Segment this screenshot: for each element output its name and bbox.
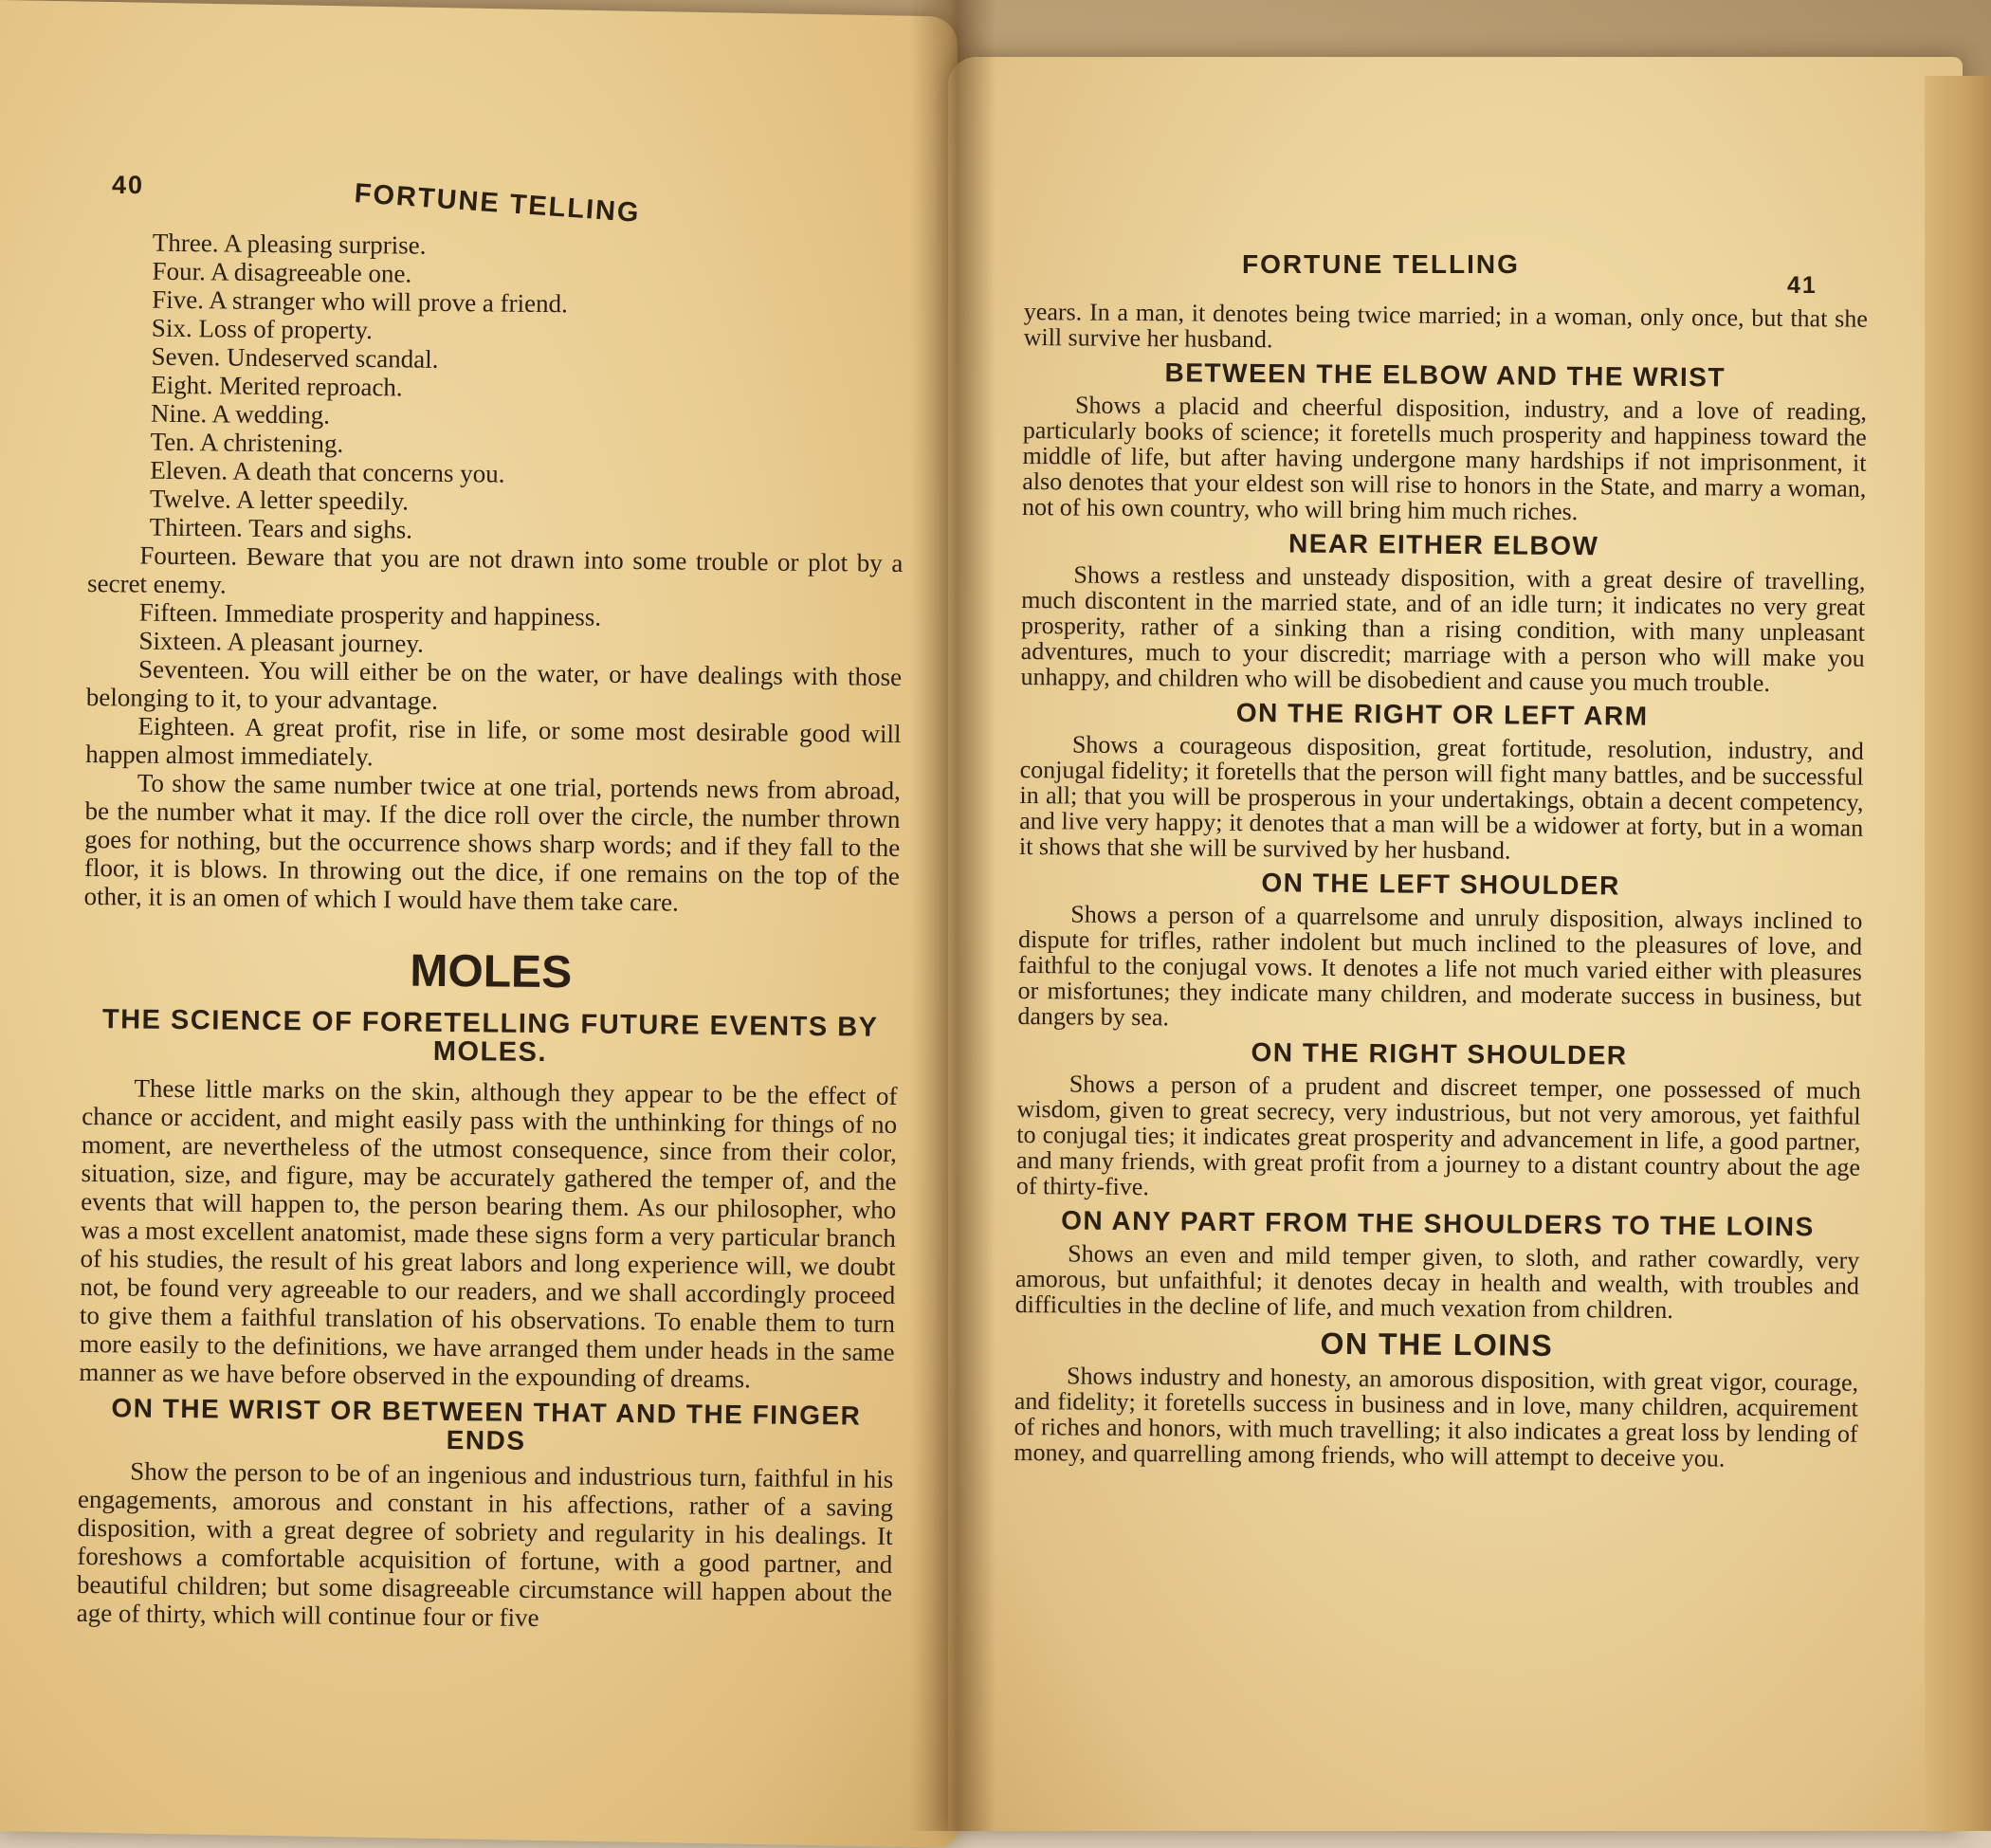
section-heading: ON THE RIGHT SHOULDER <box>1251 1037 1628 1070</box>
list-item: Three. A pleasing surprise. <box>152 228 427 260</box>
section-text: Shows a person of a prudent and discreet temper, one possessed of much wisdom, given to great secrecy, very industrious, but not very amorous, yet faithful to conjugal ties; it indicates great prosperity and advancement in life, a good partner, and many friends, with great profit from a journey to a distant country about the age of thirty-five. <box>1015 1070 1861 1201</box>
dice-list <box>83 228 905 919</box>
continuation-text: years. In a man, it denotes being twice married; in a woman, only once, but that she will survive her husband. <box>1023 298 1868 354</box>
list-item: Four. A disagreeable one. <box>152 256 412 288</box>
left-page-text <box>77 228 906 1636</box>
list-item-seventeen: Seventeen. You will either be on the water, or have dealings with those belonging to it, to your advantage. <box>85 654 903 715</box>
section-text: Shows a restless and unsteady disposition, with a great desire of travelling, much discontent in the married state, and of an idle turn; it indicates no very great prosperity, rather of a sinking than a rising condition, with many unpleasant adventures, much to your discredit; marriage with a person who will make you unhappy, and children who will be disobedient and cause you much trouble. <box>1020 560 1866 697</box>
moles-subtitle: THE SCIENCE OF FORETELLING FUTURE EVENTS BY MOLES. <box>101 1004 879 1069</box>
section-text: Shows a courageous disposition, great fortitude, resolution, industry, and conjugal fidelity; it foretells that the person will fight many battles, and be successful in all; that you will be prosperous in your undertakings, obtain a decent competency, and live very happy; it denotes that a man will be a widower at forty, but in a woman it shows that she will be survived by her husband. <box>1018 730 1864 865</box>
section-text: Shows a placid and cheerful disposition, industry, and a love of reading, particularly books of science; it foretells much prosperity and happiness toward the middle of life, but after having undergone many hardships if not imprisonment, it also denotes that your eldest son will rise to honors in the State, and marry a woman, not of his own country, who will bring him much riches. <box>1021 391 1868 526</box>
list-item: Ten. A christening. <box>150 427 344 458</box>
book-gutter <box>910 0 996 1831</box>
right-running-head: FORTUNE TELLING <box>1242 249 1520 279</box>
list-item: Seven. Undeserved scandal. <box>151 341 439 374</box>
section-text: Shows industry and honesty, an amorous disposition, with great vigor, courage, and fidelity; it foretells success in business and in love, many children, acquirement of riches and honors, with much travelling; it also indicates a great loss by lending of money, and quarrelling among friends, who will attempt to deceive you. <box>1014 1362 1859 1473</box>
list-item: Five. A stranger who will prove a friend. <box>152 284 569 319</box>
dice-paragraph: To show the same number twice at one trial, portends news from abroad, be the number what it may. If the dice roll over the circle, the number thrown goes for nothing, but the occurrence shows sharp words; and if they fall to the floor, it is blows. In throwing out the dice, if one remains on the top of the other, it is an omen of which I would have them take care. <box>83 768 901 917</box>
list-item: Thirteen. Tears and sighs. <box>149 512 413 544</box>
left-running-head: FORTUNE TELLING <box>353 178 642 229</box>
section-heading: BETWEEN THE ELBOW AND THE WRIST <box>1164 357 1726 393</box>
section-text: Shows an even and mild temper given, to sloth, and rather cowardly, very amorous, but unfaithful; it denotes decay in health and wealth, with troubles and difficulties in the decline of life, and much vexation from children. <box>1014 1239 1860 1325</box>
list-item-fifteen: Fifteen. Immediate prosperity and happiness. <box>138 597 602 631</box>
wrist-heading: ON THE WRIST OR BETWEEN THAT AND THE FINGER ENDS <box>111 1393 862 1455</box>
list-item: Six. Loss of property. <box>151 313 374 345</box>
moles-title: MOLES <box>410 945 573 998</box>
section-heading: ON ANY PART FROM THE SHOULDERS TO THE LOINS <box>1061 1205 1815 1242</box>
section-text: Shows a person of a quarrelsome and unruly disposition, always inclined to dispute for trifles, rather indolent but much inclined to the pleasures of love, and faithful to the conjugal vows. It denotes a life not much varied either with pleasures or misfortunes; they indicate many children, and moderate success in business, but dangers by sea. <box>1017 900 1863 1032</box>
list-item: Nine. A wedding. <box>150 398 331 430</box>
list-item-fourteen: Fourteen. Beware that you are not drawn into some trouble or plot by a secret enemy. <box>86 540 904 599</box>
section-heading: ON THE LOINS <box>1320 1326 1554 1363</box>
list-item: Twelve. A letter speedily. <box>149 484 410 516</box>
section-heading: ON THE RIGHT OR LEFT ARM <box>1235 697 1649 731</box>
list-item: Eleven. A death that concerns you. <box>150 455 505 488</box>
list-item-sixteen: Sixteen. A pleasant journey. <box>138 626 425 658</box>
wrist-text: Show the person to be of an ingenious and industrious turn, faithful in his engagements, amorous and constant in his affections, rather of a saving disposition, with a great degree of sobriety and regularity in his dealings. It foreshows a comfortable acquisition of fortune, with a good partner, and beautiful children; but some disagreeable circumstance will happen about the age of thirty, which will continue four or five <box>76 1456 894 1633</box>
right-page-text <box>1014 299 1868 1473</box>
list-item: Eight. Merited reproach. <box>151 370 403 402</box>
left-page-number: 40 <box>112 171 145 199</box>
section-heading: NEAR EITHER ELBOW <box>1288 528 1599 561</box>
page-edges <box>1925 76 1991 1831</box>
section-heading: ON THE LEFT SHOULDER <box>1261 868 1620 901</box>
list-item-eighteen: Eighteen. A great profit, rise in life, or some most desirable good will happen almost immediately. <box>85 711 902 772</box>
right-page-number: 41 <box>1787 272 1817 299</box>
moles-intro: These little marks on the skin, although they appear to be the effect of chance or accident, and might easily pass with the unthinking for things of no moment, are nevertheless of the utmost consequence, since from their color, situation, size, and figure, may be accurately gathered the temper of, and the events that will happen to, the person bearing them. As our philosopher, who was a most excellent anatomist, made these signs form a very particular branch of his studies, the result of his great labors and long experience will, we doubt not, be found very agreeable to our readers, and we shall accordingly proceed to give them a faithful translation of his observations. To enable them to turn more easily to the definitions, we have arranged them under heads in the same manner as we have before observed in the expounding of dreams. <box>79 1073 898 1394</box>
